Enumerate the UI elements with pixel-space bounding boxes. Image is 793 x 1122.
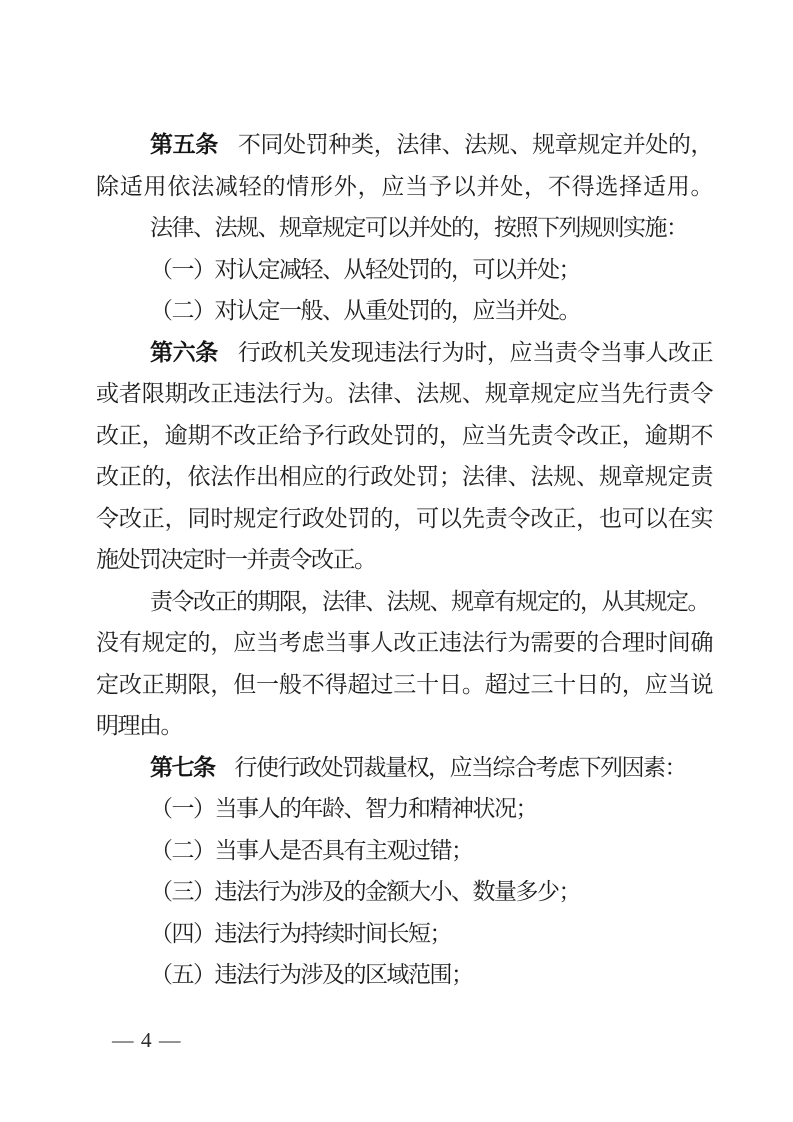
page-number: — 4 — (112, 1028, 182, 1052)
text-line: 第五条 不同处罚种类，法律、法规、规章规定并处的， (150, 131, 713, 157)
text-line: 定改正期限，但一般不得超过三十日。超过三十日的，应当说 (96, 671, 712, 697)
text-line: 或者限期改正违法行为。法律、法规、规章规定应当先行责令 (96, 381, 712, 406)
text-line: （三）违法行为涉及的金额大小、数量多少； (150, 879, 580, 904)
text-line: 改正，逾期不改正给予行政处罚的，应当先责令改正，逾期不 (96, 422, 712, 448)
text-line: 第七条 行使行政处罚裁量权，应当综合考虑下列因素： (150, 753, 686, 780)
article-number: 第七条 (150, 753, 215, 780)
text-line: 令改正，同时规定行政处罚的，可以先责令改正，也可以在实 (96, 505, 712, 531)
text-lines (96, 124, 712, 996)
article-number: 第五条 (150, 131, 218, 157)
text-line: 责令改正的期限，法律、法规、规章有规定的，从其规定。 (150, 588, 709, 614)
text-line: 施处罚决定时一并责令改正。 (96, 547, 376, 572)
text-line: 改正的，依法作出相应的行政处罚；法律、法规、规章规定责 (96, 464, 712, 489)
text-line: 第六条 行政机关发现违法行为时，应当责令当事人改正 (150, 338, 713, 365)
text-line: （一）对认定减轻、从轻处罚的，可以并处； (150, 256, 580, 282)
text-line: 明理由。 (96, 713, 182, 738)
text-line: 除适用依法减轻的情形外，应当予以并处，不得选择适用。 (96, 173, 712, 199)
text-line: （二）当事人是否具有主观过错； (150, 837, 473, 863)
article-number: 第六条 (150, 338, 218, 365)
text-line: （四）违法行为持续时间长短； (150, 920, 451, 946)
text-line: （五）违法行为涉及的区域范围； (150, 962, 473, 987)
text-line: 没有规定的，应当考虑当事人改正违法行为需要的合理时间确 (96, 630, 712, 655)
text-line: （二）对认定一般、从重处罚的，应当并处。 (150, 298, 580, 323)
text-line: （一）当事人的年龄、智力和精神状况； (150, 796, 537, 821)
text-line: 法律、法规、规章规定可以并处的，按照下列规则实施： (150, 215, 688, 240)
